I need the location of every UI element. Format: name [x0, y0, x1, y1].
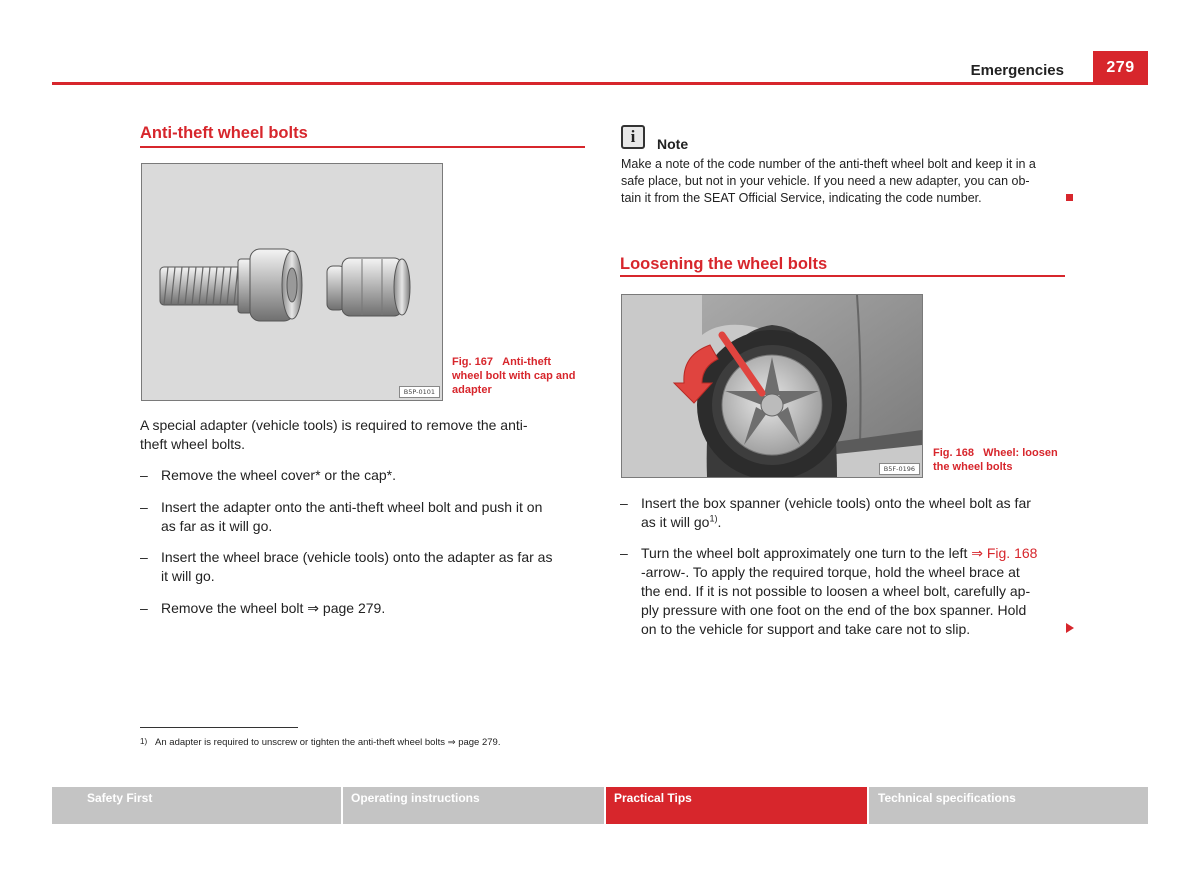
- figure-167-image: [141, 163, 443, 401]
- bolt-thread: [160, 267, 242, 305]
- figure-168-link[interactable]: ⇒ Fig. 168: [971, 545, 1038, 561]
- figure-168-image: [621, 294, 923, 478]
- info-icon: i: [621, 125, 645, 149]
- end-of-section-marker: [1066, 194, 1073, 201]
- page-number-badge: 279: [1093, 51, 1148, 85]
- list-item: – Insert the box spanner (vehicle tools) onto the wheel bolt as far as it will $go^{1)}$.: [620, 495, 1031, 530]
- figure-code: B5P-0101: [399, 386, 440, 398]
- list-item: – Remove the wheel cover* or the cap*.: [140, 467, 397, 483]
- section-heading-anti-theft: Anti-theft wheel bolts: [140, 124, 308, 142]
- continue-arrow-icon: [1066, 623, 1074, 633]
- bullet-dash: –: [140, 467, 148, 483]
- note-text: Make a note of the code number of the anti-theft wheel bolt and keep it in a safe place, but not in your vehicle. If you need a new adapter, you can ob- tain it from the SEAT Official Service, indicating the code number.: [621, 157, 1036, 205]
- bullet-dash: –: [620, 545, 628, 561]
- bullet-dash: –: [620, 495, 628, 511]
- figure-168-caption: Fig. 168 Wheel: loosen the wheel bolts: [933, 447, 1058, 473]
- bullet-dash: –: [140, 549, 148, 565]
- footer-tab-operating-instructions[interactable]: Operating instructions: [343, 787, 604, 824]
- header-section-title: Emergencies: [970, 62, 1064, 79]
- anti-theft-bolt-illustration: [142, 164, 442, 400]
- footer-tab-safety-first[interactable]: Safety First: [52, 787, 341, 824]
- section-rule: [620, 275, 1065, 277]
- list-item: – Turn the wheel bolt approximately one turn to the left ⇒ Fig. 168 -arrow-. To apply the required torque, hold the wheel brace at the end. If it is not possible to loosen a wheel bolt, carefully ap- ply pressure with one foot on the end of the box spanner. Hold on to the vehicle for support and take care not to slip.: [620, 545, 1038, 637]
- figure-167-caption: Fig. 167 Anti-theft wheel bolt with cap and adapter: [452, 356, 576, 396]
- wheel-loosen-illustration: [622, 295, 922, 477]
- footnote-ref[interactable]: 1): [709, 513, 718, 524]
- bullet-dash: –: [140, 499, 148, 515]
- list-item: – Remove the wheel bolt ⇒ page 279.: [140, 600, 386, 616]
- note-title: Note: [657, 136, 689, 152]
- section-rule: [140, 146, 585, 148]
- footer-tab-practical-tips[interactable]: Practical Tips: [606, 787, 867, 824]
- bullet-dash: –: [140, 600, 148, 616]
- section-heading-loosening: Loosening the wheel bolts: [620, 255, 828, 273]
- figure-code: B5F-0196: [879, 463, 920, 475]
- footnote: $^{1)}$ An adapter is required to unscrew or tighten the anti-theft wheel bolts ⇒ page 279.: [140, 737, 501, 748]
- list-item: – Insert the adapter onto the anti-theft wheel bolt and push it on as far as it will go.: [140, 499, 543, 534]
- footer-tab-technical-specifications[interactable]: Technical specifications: [869, 787, 1148, 824]
- footnote-rule: [140, 727, 298, 728]
- header-rule: [52, 82, 1148, 85]
- intro-paragraph: A special adapter (vehicle tools) is required to remove the anti- theft wheel bolts.: [140, 417, 528, 452]
- list-item: – Insert the wheel brace (vehicle tools) onto the adapter as far as it will go.: [140, 549, 553, 584]
